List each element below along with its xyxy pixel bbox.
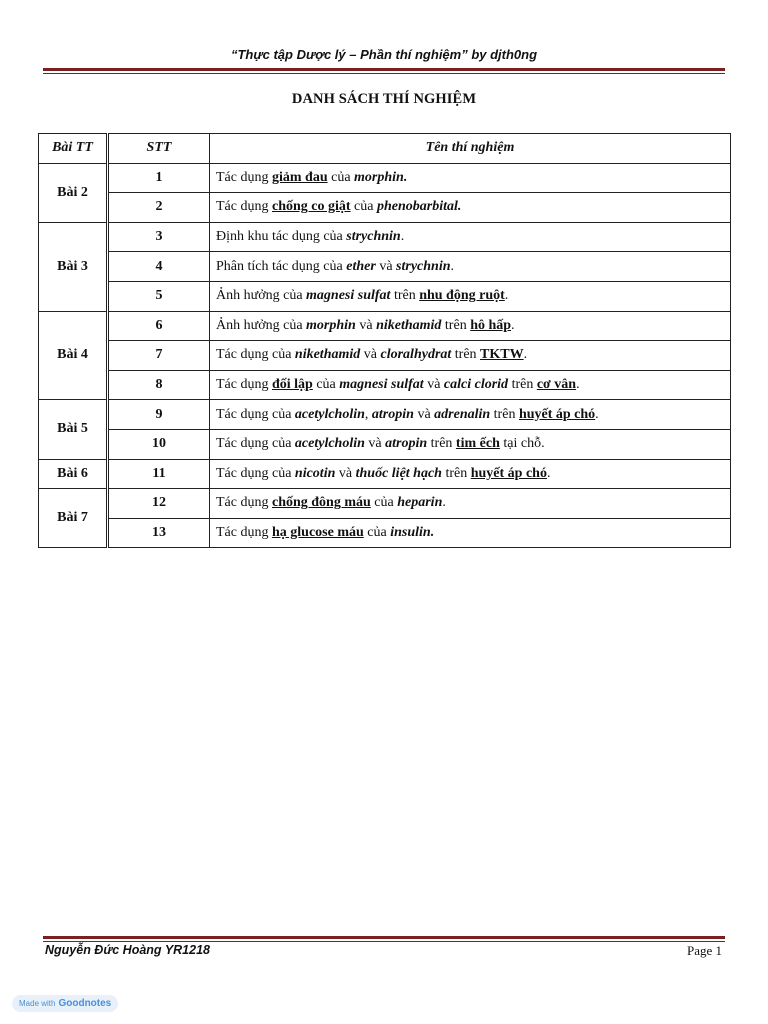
number-cell: 8 bbox=[108, 370, 210, 400]
drug-name: magnesi sulfat bbox=[306, 288, 391, 304]
text-segment: Tác dụng của bbox=[216, 347, 295, 363]
number-cell: 2 bbox=[108, 193, 210, 223]
text-segment: . bbox=[504, 288, 509, 304]
drug-name: strychnin bbox=[346, 229, 401, 245]
number-cell: 5 bbox=[108, 281, 210, 311]
text-segment: trên bbox=[390, 288, 420, 304]
header-number: STT bbox=[108, 134, 210, 164]
experiment-name-cell bbox=[210, 163, 731, 193]
table-body bbox=[39, 163, 731, 548]
effect-term: hạ glucose máu bbox=[271, 525, 364, 541]
text-segment: Tác dụng bbox=[216, 525, 272, 541]
text-segment: và bbox=[360, 347, 381, 363]
experiment-name-cell bbox=[210, 429, 731, 459]
text-segment: và bbox=[364, 436, 386, 452]
badge-brand: Goodnotes bbox=[58, 998, 112, 1009]
number-cell: 3 bbox=[108, 222, 210, 252]
drug-name: morphin. bbox=[354, 169, 408, 185]
text-segment: Tác dụng bbox=[216, 377, 272, 393]
text-segment: . bbox=[576, 377, 580, 393]
drug-name: atropin bbox=[371, 406, 414, 422]
text-segment: Tác dụng bbox=[216, 199, 272, 215]
effect-term: TKTW bbox=[480, 347, 524, 363]
text-segment: Tác dụng bbox=[216, 495, 272, 511]
text-segment: Tác dụng của bbox=[216, 465, 295, 481]
experiment-name-cell bbox=[210, 222, 731, 252]
experiment-name-cell bbox=[210, 341, 731, 371]
effect-term: đối lập bbox=[271, 377, 313, 393]
text-segment: Định khu tác dụng của bbox=[216, 229, 347, 245]
effect-term: nhu động ruột bbox=[419, 288, 505, 304]
table-row bbox=[39, 429, 731, 459]
drug-name: cloralhydrat bbox=[380, 347, 452, 363]
table-header-row bbox=[39, 134, 731, 164]
drug-name: heparin bbox=[397, 495, 443, 511]
table-row bbox=[39, 518, 731, 548]
experiment-name-cell bbox=[210, 400, 731, 430]
effect-term: hô hấp bbox=[470, 317, 512, 333]
footer-author: Nguyễn Đức Hoàng YR1218 bbox=[45, 943, 210, 957]
table-row bbox=[39, 311, 731, 341]
number-cell: 13 bbox=[108, 518, 210, 548]
table-row bbox=[39, 222, 731, 252]
text-segment: và bbox=[355, 317, 377, 333]
drug-name: magnesi sulfat bbox=[339, 377, 424, 393]
effect-term: tim ếch bbox=[455, 436, 500, 452]
text-segment: Tác dụng bbox=[216, 169, 272, 185]
drug-name: acetylcholin bbox=[294, 436, 365, 452]
drug-name: insulin. bbox=[390, 525, 435, 541]
table-row bbox=[39, 281, 731, 311]
lesson-cell: Bài 2 bbox=[39, 163, 108, 222]
text-segment: của bbox=[370, 495, 398, 511]
text-segment: của bbox=[327, 169, 355, 185]
goodnotes-badge bbox=[12, 995, 118, 1012]
text-segment: . bbox=[450, 258, 454, 274]
badge-prefix: Made with bbox=[19, 999, 56, 1008]
footer-rule-thin bbox=[43, 941, 725, 942]
text-segment: của bbox=[312, 377, 340, 393]
experiment-name-cell bbox=[210, 252, 731, 282]
text-segment: trên bbox=[451, 347, 481, 363]
experiment-name-cell bbox=[210, 311, 731, 341]
drug-name: thuốc liệt hạch bbox=[355, 465, 442, 481]
running-header: “Thực tập Dược lý – Phần thí nghiệm” by djth0ng bbox=[230, 47, 538, 62]
text-segment: . bbox=[442, 495, 446, 511]
table-row bbox=[39, 489, 731, 519]
experiment-name-cell bbox=[210, 370, 731, 400]
text-segment: . bbox=[511, 317, 515, 333]
experiment-name-cell bbox=[210, 489, 731, 519]
effect-term: chống co giật bbox=[271, 199, 351, 215]
table-row bbox=[39, 400, 731, 430]
number-cell: 9 bbox=[108, 400, 210, 430]
effect-term: cơ vân bbox=[536, 377, 577, 393]
text-segment: và bbox=[423, 377, 444, 393]
number-cell: 6 bbox=[108, 311, 210, 341]
lesson-cell: Bài 3 bbox=[39, 222, 108, 311]
text-segment: của bbox=[350, 199, 377, 215]
number-cell: 12 bbox=[108, 489, 210, 519]
text-segment: trên bbox=[441, 465, 471, 481]
text-segment: Tác dụng của bbox=[216, 406, 295, 422]
text-segment: trên bbox=[490, 406, 519, 422]
effect-term: giảm đau bbox=[271, 169, 328, 185]
table-row bbox=[39, 193, 731, 223]
drug-name: acetylcholin bbox=[294, 406, 365, 422]
experiment-name-cell bbox=[210, 518, 731, 548]
lesson-cell: Bài 6 bbox=[39, 459, 108, 489]
table-row bbox=[39, 341, 731, 371]
experiment-table bbox=[38, 133, 731, 548]
text-segment: trên bbox=[441, 317, 471, 333]
drug-name: ether bbox=[346, 258, 376, 274]
effect-term: huyết áp chó bbox=[470, 465, 547, 481]
text-segment: . bbox=[595, 406, 599, 422]
drug-name: atropin bbox=[385, 436, 428, 452]
header-lesson: Bài TT bbox=[39, 134, 108, 164]
text-segment: trên bbox=[508, 377, 537, 393]
text-segment: . bbox=[400, 229, 405, 245]
experiment-name-cell bbox=[210, 459, 731, 489]
text-segment: Phân tích tác dụng của bbox=[216, 258, 347, 274]
drug-name: nikethamid bbox=[376, 317, 442, 333]
text-segment: của bbox=[363, 525, 391, 541]
text-segment: trên bbox=[427, 436, 456, 452]
text-segment: và bbox=[413, 406, 435, 422]
table-row bbox=[39, 252, 731, 282]
text-segment: , bbox=[364, 406, 372, 422]
header-rule-thin bbox=[43, 73, 725, 74]
drug-name: strychnin bbox=[396, 258, 451, 274]
header-rule-thick bbox=[43, 68, 725, 71]
text-segment: Tác dụng của bbox=[216, 436, 295, 452]
experiment-name-cell bbox=[210, 193, 731, 223]
text-segment: . bbox=[546, 465, 551, 481]
number-cell: 10 bbox=[108, 429, 210, 459]
drug-name: nicotin bbox=[294, 465, 336, 481]
header-name: Tên thí nghiệm bbox=[210, 134, 731, 164]
text-segment: và bbox=[375, 258, 397, 274]
footer-rule-thick bbox=[43, 936, 725, 939]
drug-name: adrenalin bbox=[434, 406, 491, 422]
text-segment: và bbox=[335, 465, 356, 481]
page-number: Page 1 bbox=[686, 943, 722, 958]
text-segment: tại chỗ. bbox=[499, 436, 545, 452]
effect-term: chống đông máu bbox=[271, 495, 371, 511]
lesson-cell: Bài 5 bbox=[39, 400, 108, 459]
lesson-cell: Bài 4 bbox=[39, 311, 108, 400]
drug-name: morphin bbox=[306, 317, 356, 333]
number-cell: 4 bbox=[108, 252, 210, 282]
text-segment: . bbox=[523, 347, 528, 363]
number-cell: 7 bbox=[108, 341, 210, 371]
lesson-cell: Bài 7 bbox=[39, 489, 108, 548]
number-cell: 11 bbox=[108, 459, 210, 489]
effect-term: huyết áp chó bbox=[518, 406, 596, 422]
number-cell: 1 bbox=[108, 163, 210, 193]
text-segment: Ảnh hưởng của bbox=[216, 288, 307, 304]
table-row bbox=[39, 459, 731, 489]
text-segment: Ảnh hưởng của bbox=[216, 317, 307, 333]
experiment-name-cell bbox=[210, 281, 731, 311]
drug-name: calci clorid bbox=[443, 377, 509, 393]
drug-name: nikethamid bbox=[294, 347, 361, 363]
drug-name: phenobarbital. bbox=[376, 199, 462, 215]
document-title: DANH SÁCH THÍ NGHIỆM bbox=[291, 91, 477, 107]
table-row bbox=[39, 370, 731, 400]
table-row bbox=[39, 163, 731, 193]
